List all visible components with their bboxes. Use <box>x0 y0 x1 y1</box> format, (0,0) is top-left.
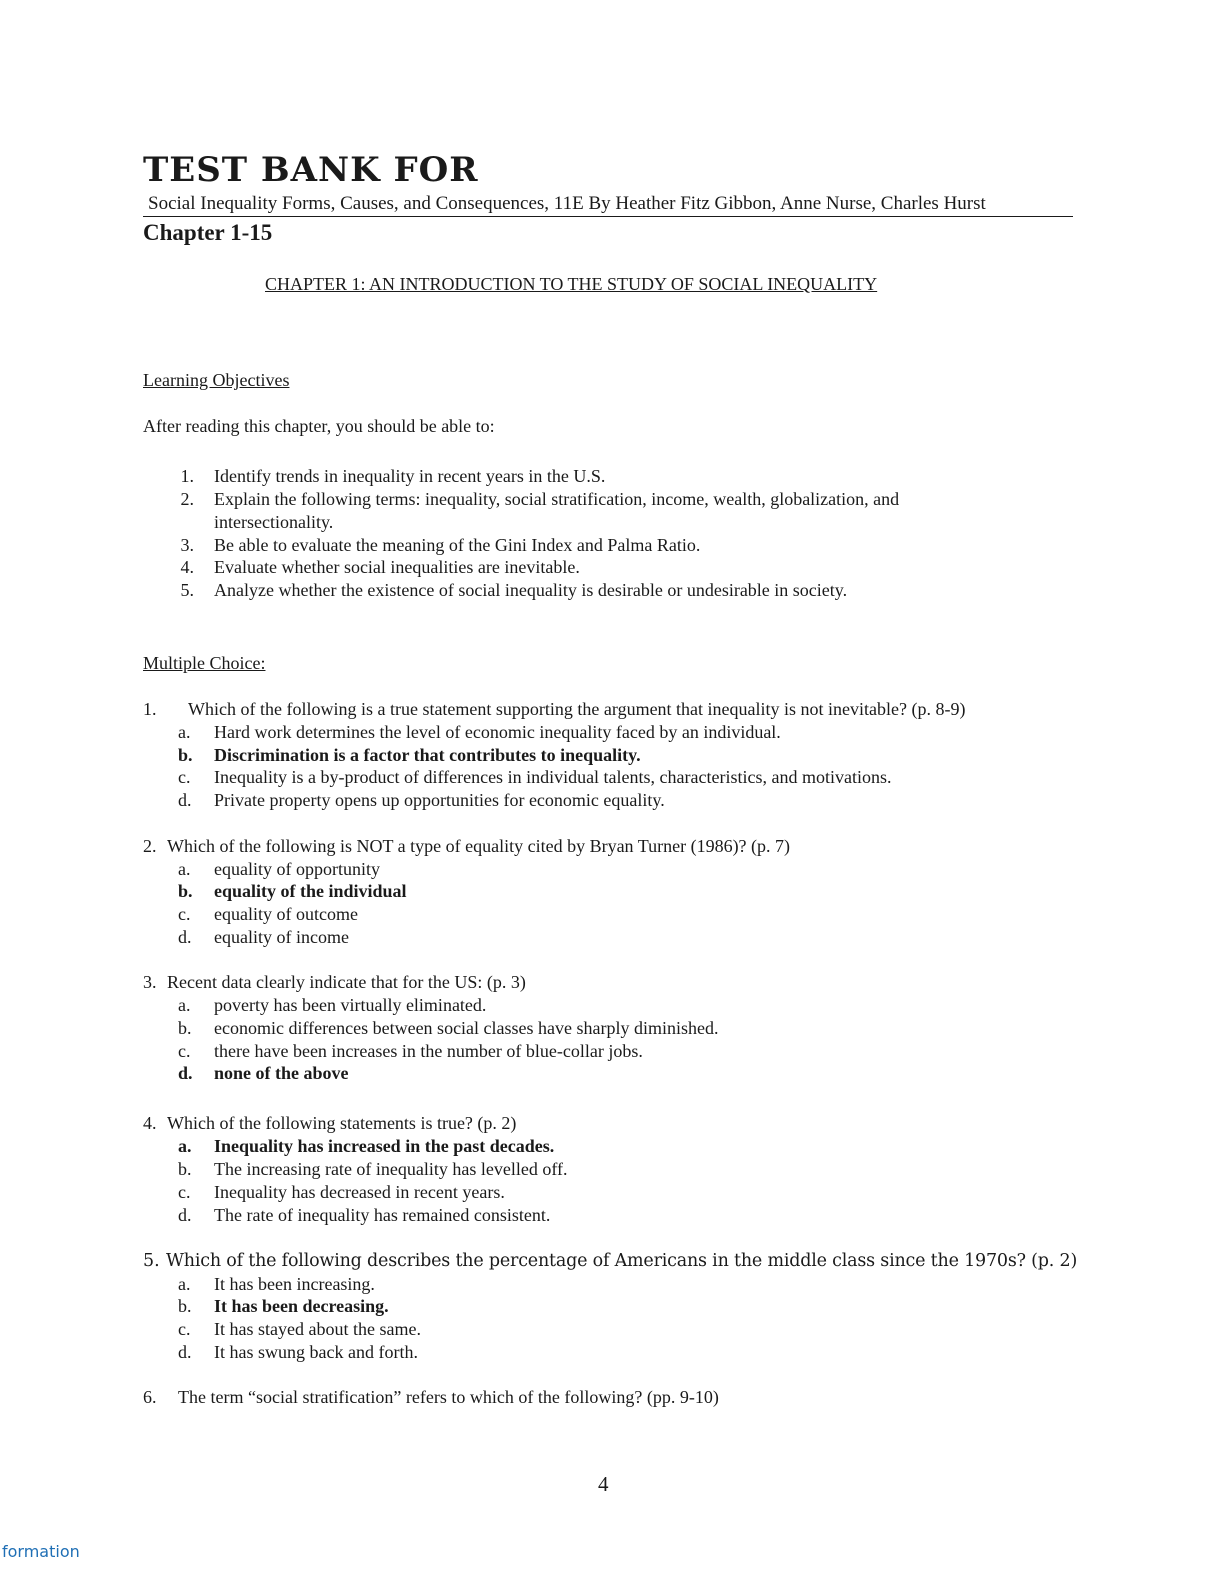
question-text: Which of the following is a true statement supporting the argument that inequality is not inevitable? (p. 8-9) <box>188 699 966 719</box>
option-text: It has stayed about the same. <box>214 1319 421 1339</box>
option-letter: c. <box>178 904 191 924</box>
corner-link[interactable]: formation <box>2 1542 80 1561</box>
question-text: Which of the following statements is true? (p. 2) <box>167 1113 517 1133</box>
multiple-choice-heading: Multiple Choice: <box>143 653 266 673</box>
header-divider <box>143 216 1073 217</box>
option-text: Hard work determines the level of economic inequality faced by an individual. <box>214 722 781 742</box>
objective-number: 4. <box>180 557 194 577</box>
banner-title: TEST BANK FOR <box>143 150 479 190</box>
objective-number: 3. <box>180 535 194 555</box>
question-number: 2. <box>143 836 157 856</box>
option-text: poverty has been virtually eliminated. <box>214 995 487 1015</box>
question-number: 4. <box>143 1113 157 1133</box>
correct-option-letter: d. <box>178 1063 193 1083</box>
option-text: economic differences between social classes have sharply diminished. <box>214 1018 719 1038</box>
option-letter: d. <box>178 1205 192 1225</box>
option-letter: a. <box>178 995 191 1015</box>
option-text: Inequality is a by-product of differences in individual talents, characteristics, and motivations. <box>214 767 892 787</box>
option-text: there have been increases in the number of blue-collar jobs. <box>214 1041 643 1061</box>
option-text: The increasing rate of inequality has levelled off. <box>214 1159 568 1179</box>
objective-text: Identify trends in inequality in recent years in the U.S. <box>214 466 606 486</box>
objectives-intro: After reading this chapter, you should be able to: <box>143 416 495 436</box>
objective-text-continued: intersectionality. <box>214 512 334 532</box>
correct-option-text: Inequality has increased in the past decades. <box>214 1136 555 1156</box>
option-letter: c. <box>178 1319 191 1339</box>
option-letter: a. <box>178 722 191 742</box>
option-letter: b. <box>178 1296 192 1316</box>
correct-option-text: Discrimination is a factor that contributes to inequality. <box>214 745 641 765</box>
option-text: equality of income <box>214 927 349 947</box>
question-number: 5. <box>143 1251 160 1271</box>
correct-option-text: It has been decreasing. <box>214 1296 389 1316</box>
option-letter: b. <box>178 1159 192 1179</box>
option-letter: c. <box>178 767 191 787</box>
question-text: Which of the following is NOT a type of equality cited by Bryan Turner (1986)? (p. 7) <box>167 836 791 856</box>
objective-text: Analyze whether the existence of social inequality is desirable or undesirable in society. <box>214 580 848 600</box>
option-letter: a. <box>178 859 191 879</box>
page-number: 4 <box>598 1472 609 1496</box>
option-text: It has been increasing. <box>214 1274 375 1294</box>
option-letter: a. <box>178 1274 191 1294</box>
chapter-heading: CHAPTER 1: AN INTRODUCTION TO THE STUDY OF SOCIAL INEQUALITY <box>265 274 878 294</box>
correct-option-text: equality of the individual <box>214 881 407 901</box>
objective-number: 1. <box>180 466 194 486</box>
book-title-line: Social Inequality Forms, Causes, and Consequences, 11E By Heather Fitz Gibbon, Anne Nurse, Charles Hurst <box>148 193 986 214</box>
question-text: Recent data clearly indicate that for the US: (p. 3) <box>167 972 526 992</box>
correct-option-letter: b. <box>178 745 193 765</box>
option-text: Private property opens up opportunities for economic equality. <box>214 790 665 810</box>
objective-text: Explain the following terms: inequality, social stratification, income, wealth, globalization, and <box>214 489 900 509</box>
objective-number: 5. <box>180 580 194 600</box>
option-text: equality of outcome <box>214 904 358 924</box>
correct-option-letter: a. <box>178 1136 192 1156</box>
question-text: Which of the following describes the percentage of Americans in the middle class since the 1970s? (p. 2) <box>166 1251 1078 1271</box>
option-text: equality of opportunity <box>214 859 380 879</box>
question-number: 1. <box>143 699 157 719</box>
option-letter: d. <box>178 790 192 810</box>
option-text: Inequality has decreased in recent years. <box>214 1182 505 1202</box>
option-letter: c. <box>178 1182 191 1202</box>
question-number: 6. <box>143 1387 157 1407</box>
option-letter: d. <box>178 1342 192 1362</box>
option-letter: c. <box>178 1041 191 1061</box>
objective-text: Evaluate whether social inequalities are inevitable. <box>214 557 580 577</box>
correct-option-text: none of the above <box>214 1063 349 1083</box>
chapter-range: Chapter 1-15 <box>143 220 273 245</box>
objective-number: 2. <box>180 489 194 509</box>
option-text: It has swung back and forth. <box>214 1342 418 1362</box>
objective-text: Be able to evaluate the meaning of the Gini Index and Palma Ratio. <box>214 535 701 555</box>
question-number: 3. <box>143 972 157 992</box>
option-text: The rate of inequality has remained consistent. <box>214 1205 551 1225</box>
correct-option-letter: b. <box>178 881 193 901</box>
question-text: The term “social stratification” refers to which of the following? (pp. 9-10) <box>178 1387 719 1407</box>
option-letter: d. <box>178 927 192 947</box>
option-letter: b. <box>178 1018 192 1038</box>
learning-objectives-heading: Learning Objectives <box>143 370 290 390</box>
